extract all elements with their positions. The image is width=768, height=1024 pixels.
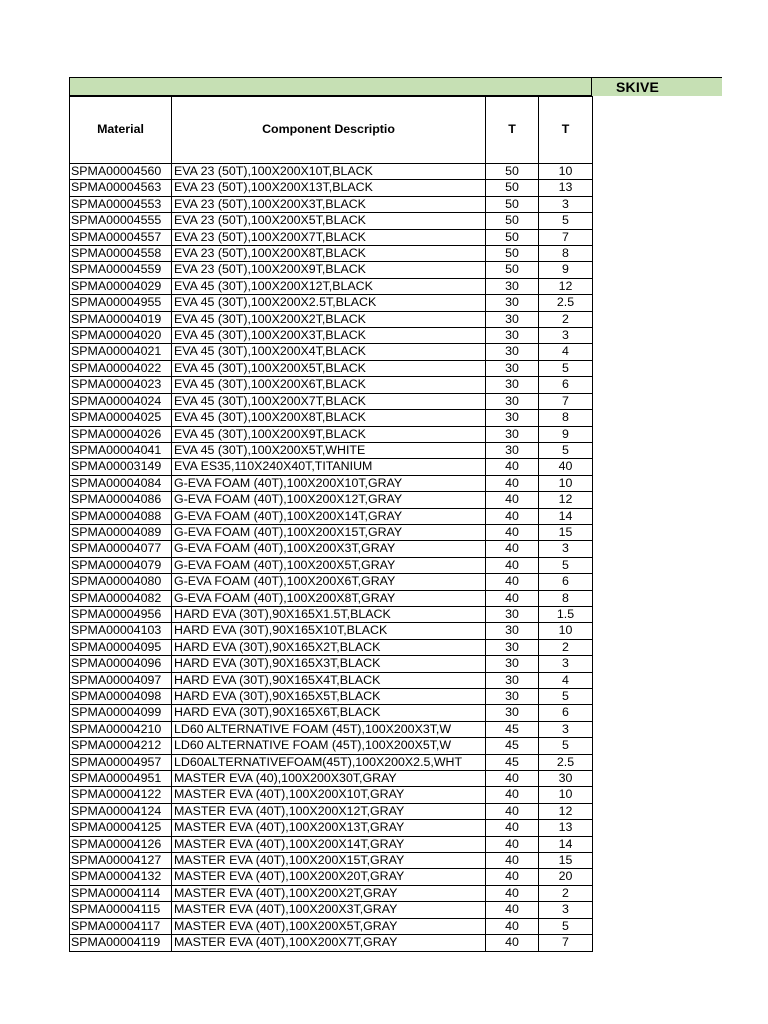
material-cell[interactable]: SPMA00003149 — [70, 459, 172, 475]
material-cell[interactable]: SPMA00004126 — [70, 836, 172, 852]
table-row — [70, 262, 593, 278]
table-row — [70, 492, 593, 508]
t1-cell[interactable]: 30 — [486, 442, 539, 458]
table-row — [70, 885, 593, 901]
t2-cell[interactable]: 10 — [539, 787, 593, 803]
description-cell[interactable]: HARD EVA (30T),90X165X3T,BLACK — [172, 656, 486, 672]
description-cell[interactable]: MASTER EVA (40T),100X200X7T,GRAY — [172, 935, 486, 951]
table-row — [70, 590, 593, 606]
description-cell[interactable]: G-EVA FOAM (40T),100X200X12T,GRAY — [172, 492, 486, 508]
description-cell[interactable]: G-EVA FOAM (40T),100X200X3T,GRAY — [172, 541, 486, 557]
description-cell[interactable]: G-EVA FOAM (40T),100X200X5T,GRAY — [172, 557, 486, 573]
t2-cell[interactable]: 14 — [539, 508, 593, 524]
section-header-band — [69, 77, 722, 96]
material-cell[interactable]: SPMA00004079 — [70, 557, 172, 573]
material-cell[interactable]: SPMA00004089 — [70, 524, 172, 540]
t2-cell[interactable]: 2 — [539, 639, 593, 655]
t1-cell[interactable]: 30 — [486, 656, 539, 672]
material-cell[interactable]: SPMA00004095 — [70, 639, 172, 655]
description-cell[interactable]: EVA 45 (30T),100X200X5T,WHITE — [172, 442, 486, 458]
material-cell[interactable]: SPMA00004955 — [70, 295, 172, 311]
t1-cell[interactable]: 50 — [486, 213, 539, 229]
t2-cell[interactable]: 5 — [539, 738, 593, 754]
table-row — [70, 393, 593, 409]
section-title: SKIVE — [616, 79, 660, 95]
t1-cell[interactable]: 30 — [486, 623, 539, 639]
table-row — [70, 754, 593, 770]
description-cell[interactable]: MASTER EVA (40T),100X200X20T,GRAY — [172, 869, 486, 885]
description-cell[interactable]: HARD EVA (30T),90X165X2T,BLACK — [172, 639, 486, 655]
t1-cell[interactable]: 40 — [486, 524, 539, 540]
table-row — [70, 656, 593, 672]
description-cell[interactable]: G-EVA FOAM (40T),100X200X6T,GRAY — [172, 574, 486, 590]
t1-cell[interactable]: 40 — [486, 935, 539, 951]
t1-cell[interactable]: 40 — [486, 820, 539, 836]
t1-cell[interactable]: 50 — [486, 262, 539, 278]
table-row — [70, 229, 593, 245]
t2-cell[interactable]: 30 — [539, 771, 593, 787]
t1-cell[interactable]: 40 — [486, 902, 539, 918]
t1-cell[interactable]: 30 — [486, 705, 539, 721]
description-cell[interactable]: G-EVA FOAM (40T),100X200X8T,GRAY — [172, 590, 486, 606]
t1-cell[interactable]: 30 — [486, 278, 539, 294]
t1-cell[interactable]: 50 — [486, 229, 539, 245]
t1-cell[interactable]: 40 — [486, 853, 539, 869]
description-cell[interactable]: MASTER EVA (40T),100X200X5T,GRAY — [172, 918, 486, 934]
t1-cell[interactable]: 30 — [486, 295, 539, 311]
material-cell[interactable]: SPMA00004099 — [70, 705, 172, 721]
description-cell[interactable]: MASTER EVA (40T),100X200X2T,GRAY — [172, 885, 486, 901]
material-cell[interactable]: SPMA00004022 — [70, 360, 172, 376]
description-cell[interactable]: EVA 45 (30T),100X200X9T,BLACK — [172, 426, 486, 442]
table-row — [70, 902, 593, 918]
material-cell[interactable]: SPMA00004125 — [70, 820, 172, 836]
t2-cell[interactable]: 15 — [539, 853, 593, 869]
table-row — [70, 410, 593, 426]
t1-cell[interactable]: 50 — [486, 196, 539, 212]
material-cell[interactable]: SPMA00004024 — [70, 393, 172, 409]
material-cell[interactable]: SPMA00004117 — [70, 918, 172, 934]
table-row — [70, 180, 593, 196]
material-cell[interactable]: SPMA00004025 — [70, 410, 172, 426]
description-cell[interactable]: G-EVA FOAM (40T),100X200X14T,GRAY — [172, 508, 486, 524]
column-header-t2[interactable]: T — [539, 97, 593, 164]
material-cell[interactable]: SPMA00004114 — [70, 885, 172, 901]
material-cell[interactable]: SPMA00004098 — [70, 689, 172, 705]
description-cell[interactable]: EVA ES35,110X240X40T,TITANIUM — [172, 459, 486, 475]
material-cell[interactable]: SPMA00004210 — [70, 721, 172, 737]
material-cell[interactable]: SPMA00004019 — [70, 311, 172, 327]
material-cell[interactable]: SPMA00004951 — [70, 771, 172, 787]
t1-cell[interactable]: 50 — [486, 246, 539, 262]
t2-cell[interactable]: 14 — [539, 836, 593, 852]
material-cell[interactable]: SPMA00004026 — [70, 426, 172, 442]
table-row — [70, 213, 593, 229]
material-cell[interactable]: SPMA00004077 — [70, 541, 172, 557]
table-row — [70, 820, 593, 836]
t2-cell[interactable]: 12 — [539, 803, 593, 819]
t2-cell[interactable]: 15 — [539, 524, 593, 540]
header-row — [70, 97, 593, 164]
t1-cell[interactable]: 30 — [486, 377, 539, 393]
t2-cell[interactable]: 6 — [539, 574, 593, 590]
table-row — [70, 918, 593, 934]
t1-cell[interactable]: 30 — [486, 426, 539, 442]
table-row — [70, 426, 593, 442]
t1-cell[interactable]: 40 — [486, 771, 539, 787]
material-cell[interactable]: SPMA00004115 — [70, 902, 172, 918]
t2-cell[interactable]: 1.5 — [539, 606, 593, 622]
material-cell[interactable]: SPMA00004023 — [70, 377, 172, 393]
t2-cell[interactable]: 5 — [539, 557, 593, 573]
t1-cell[interactable]: 30 — [486, 672, 539, 688]
materials-table — [69, 96, 593, 952]
material-cell[interactable]: SPMA00004103 — [70, 623, 172, 639]
description-cell[interactable]: MASTER EVA (40T),100X200X15T,GRAY — [172, 853, 486, 869]
material-cell[interactable]: SPMA00004558 — [70, 246, 172, 262]
t2-cell[interactable]: 12 — [539, 492, 593, 508]
description-cell[interactable]: EVA 23 (50T),100X200X13T,BLACK — [172, 180, 486, 196]
table-row — [70, 869, 593, 885]
table-row — [70, 475, 593, 491]
t1-cell[interactable]: 30 — [486, 639, 539, 655]
material-cell[interactable]: SPMA00004041 — [70, 442, 172, 458]
t1-cell[interactable]: 30 — [486, 360, 539, 376]
t2-cell[interactable]: 3 — [539, 656, 593, 672]
table-row — [70, 705, 593, 721]
description-cell[interactable]: MASTER EVA (40),100X200X30T,GRAY — [172, 771, 486, 787]
t1-cell[interactable]: 50 — [486, 180, 539, 196]
material-cell[interactable]: SPMA00004212 — [70, 738, 172, 754]
table-row — [70, 557, 593, 573]
table-row — [70, 836, 593, 852]
t2-cell[interactable]: 6 — [539, 377, 593, 393]
table-row — [70, 360, 593, 376]
t2-cell[interactable]: 8 — [539, 590, 593, 606]
t2-cell[interactable]: 4 — [539, 672, 593, 688]
material-cell[interactable]: SPMA00004555 — [70, 213, 172, 229]
t1-cell[interactable]: 45 — [486, 754, 539, 770]
table-row — [70, 377, 593, 393]
t2-cell[interactable]: 3 — [539, 196, 593, 212]
table-row — [70, 574, 593, 590]
description-cell[interactable]: MASTER EVA (40T),100X200X3T,GRAY — [172, 902, 486, 918]
description-cell[interactable]: MASTER EVA (40T),100X200X12T,GRAY — [172, 803, 486, 819]
t2-cell[interactable]: 5 — [539, 442, 593, 458]
description-cell[interactable]: MASTER EVA (40T),100X200X13T,GRAY — [172, 820, 486, 836]
material-cell[interactable]: SPMA00004029 — [70, 278, 172, 294]
description-cell[interactable]: HARD EVA (30T),90X165X5T,BLACK — [172, 689, 486, 705]
t1-cell[interactable]: 40 — [486, 574, 539, 590]
t2-cell[interactable]: 10 — [539, 164, 593, 180]
table-row — [70, 311, 593, 327]
description-cell[interactable]: EVA 45 (30T),100X200X4T,BLACK — [172, 344, 486, 360]
description-cell[interactable]: G-EVA FOAM (40T),100X200X15T,GRAY — [172, 524, 486, 540]
material-cell[interactable]: SPMA00004560 — [70, 164, 172, 180]
description-cell[interactable]: EVA 45 (30T),100X200X2T,BLACK — [172, 311, 486, 327]
material-cell[interactable]: SPMA00004956 — [70, 606, 172, 622]
t2-cell[interactable]: 12 — [539, 278, 593, 294]
t1-cell[interactable]: 40 — [486, 803, 539, 819]
t2-cell[interactable]: 3 — [539, 328, 593, 344]
material-cell[interactable]: SPMA00004082 — [70, 590, 172, 606]
t1-cell[interactable]: 30 — [486, 689, 539, 705]
table-row — [70, 738, 593, 754]
t2-cell[interactable]: 5 — [539, 918, 593, 934]
t2-cell[interactable]: 7 — [539, 229, 593, 245]
description-cell[interactable]: EVA 23 (50T),100X200X10T,BLACK — [172, 164, 486, 180]
material-cell[interactable]: SPMA00004127 — [70, 853, 172, 869]
column-header-t1[interactable]: T — [486, 97, 539, 164]
material-cell[interactable]: SPMA00004557 — [70, 229, 172, 245]
table-row — [70, 853, 593, 869]
t2-cell[interactable]: 5 — [539, 213, 593, 229]
t2-cell[interactable]: 10 — [539, 623, 593, 639]
t1-cell[interactable]: 30 — [486, 344, 539, 360]
t1-cell[interactable]: 50 — [486, 164, 539, 180]
material-cell[interactable]: SPMA00004080 — [70, 574, 172, 590]
t1-cell[interactable]: 45 — [486, 738, 539, 754]
description-cell[interactable]: LD60ALTERNATIVEFOAM(45T),100X200X2.5,WHT — [172, 754, 486, 770]
t2-cell[interactable]: 2 — [539, 885, 593, 901]
table-row — [70, 689, 593, 705]
t2-cell[interactable]: 3 — [539, 721, 593, 737]
table-row — [70, 278, 593, 294]
table-row — [70, 803, 593, 819]
description-cell[interactable]: LD60 ALTERNATIVE FOAM (45T),100X200X5T,W — [172, 738, 486, 754]
material-cell[interactable]: SPMA00004122 — [70, 787, 172, 803]
t1-cell[interactable]: 40 — [486, 836, 539, 852]
table-row — [70, 328, 593, 344]
description-cell[interactable]: G-EVA FOAM (40T),100X200X10T,GRAY — [172, 475, 486, 491]
description-cell[interactable]: MASTER EVA (40T),100X200X10T,GRAY — [172, 787, 486, 803]
description-cell[interactable]: EVA 23 (50T),100X200X3T,BLACK — [172, 196, 486, 212]
t2-cell[interactable]: 2.5 — [539, 295, 593, 311]
description-cell[interactable]: HARD EVA (30T),90X165X10T,BLACK — [172, 623, 486, 639]
t2-cell[interactable]: 20 — [539, 869, 593, 885]
column-header-material[interactable]: Material — [70, 97, 172, 164]
material-cell[interactable]: SPMA00004124 — [70, 803, 172, 819]
table-row — [70, 442, 593, 458]
t2-cell[interactable]: 5 — [539, 689, 593, 705]
table-row — [70, 935, 593, 951]
t2-cell[interactable]: 7 — [539, 935, 593, 951]
description-cell[interactable]: EVA 45 (30T),100X200X5T,BLACK — [172, 360, 486, 376]
table-row — [70, 639, 593, 655]
description-cell[interactable]: EVA 45 (30T),100X200X7T,BLACK — [172, 393, 486, 409]
table-row — [70, 295, 593, 311]
table-row — [70, 164, 593, 180]
table-row — [70, 246, 593, 262]
material-cell[interactable]: SPMA00004020 — [70, 328, 172, 344]
t1-cell[interactable]: 40 — [486, 918, 539, 934]
t2-cell[interactable]: 13 — [539, 180, 593, 196]
description-cell[interactable]: EVA 23 (50T),100X200X8T,BLACK — [172, 246, 486, 262]
t2-cell[interactable]: 40 — [539, 459, 593, 475]
material-cell[interactable]: SPMA00004119 — [70, 935, 172, 951]
table-row — [70, 771, 593, 787]
material-cell[interactable]: SPMA00004559 — [70, 262, 172, 278]
description-cell[interactable]: LD60 ALTERNATIVE FOAM (45T),100X200X3T,W — [172, 721, 486, 737]
t1-cell[interactable]: 40 — [486, 459, 539, 475]
t1-cell[interactable]: 40 — [486, 869, 539, 885]
section-header-cell[interactable] — [69, 77, 592, 96]
description-cell[interactable]: EVA 45 (30T),100X200X8T,BLACK — [172, 410, 486, 426]
t1-cell[interactable]: 40 — [486, 508, 539, 524]
table-row — [70, 196, 593, 212]
t2-cell[interactable]: 3 — [539, 902, 593, 918]
material-cell[interactable]: SPMA00004088 — [70, 508, 172, 524]
description-cell[interactable]: EVA 45 (30T),100X200X12T,BLACK — [172, 278, 486, 294]
material-cell[interactable]: SPMA00004084 — [70, 475, 172, 491]
t2-cell[interactable]: 2.5 — [539, 754, 593, 770]
material-cell[interactable]: SPMA00004553 — [70, 196, 172, 212]
description-cell[interactable]: EVA 23 (50T),100X200X7T,BLACK — [172, 229, 486, 245]
t2-cell[interactable]: 3 — [539, 541, 593, 557]
t1-cell[interactable]: 40 — [486, 557, 539, 573]
t1-cell[interactable]: 45 — [486, 721, 539, 737]
table-row — [70, 672, 593, 688]
t2-cell[interactable]: 7 — [539, 393, 593, 409]
table-row — [70, 787, 593, 803]
t1-cell[interactable]: 30 — [486, 328, 539, 344]
t2-cell[interactable]: 8 — [539, 410, 593, 426]
t1-cell[interactable]: 40 — [486, 541, 539, 557]
table-body — [70, 164, 593, 952]
t2-cell[interactable]: 6 — [539, 705, 593, 721]
description-cell[interactable]: EVA 45 (30T),100X200X6T,BLACK — [172, 377, 486, 393]
t1-cell[interactable]: 40 — [486, 885, 539, 901]
description-cell[interactable]: HARD EVA (30T),90X165X1.5T,BLACK — [172, 606, 486, 622]
material-cell[interactable]: SPMA00004563 — [70, 180, 172, 196]
description-cell[interactable]: HARD EVA (30T),90X165X6T,BLACK — [172, 705, 486, 721]
t1-cell[interactable]: 40 — [486, 475, 539, 491]
material-cell[interactable]: SPMA00004096 — [70, 656, 172, 672]
table-row — [70, 524, 593, 540]
description-cell[interactable]: EVA 45 (30T),100X200X3T,BLACK — [172, 328, 486, 344]
material-cell[interactable]: SPMA00004132 — [70, 869, 172, 885]
t2-cell[interactable]: 13 — [539, 820, 593, 836]
description-cell[interactable]: EVA 23 (50T),100X200X9T,BLACK — [172, 262, 486, 278]
description-cell[interactable]: EVA 45 (30T),100X200X2.5T,BLACK — [172, 295, 486, 311]
table-row — [70, 541, 593, 557]
t1-cell[interactable]: 40 — [486, 590, 539, 606]
table-row — [70, 721, 593, 737]
t2-cell[interactable]: 9 — [539, 262, 593, 278]
t2-cell[interactable]: 8 — [539, 246, 593, 262]
material-cell[interactable]: SPMA00004097 — [70, 672, 172, 688]
column-header-description[interactable]: Component Descriptio — [172, 97, 486, 164]
t2-cell[interactable]: 10 — [539, 475, 593, 491]
description-cell[interactable]: MASTER EVA (40T),100X200X14T,GRAY — [172, 836, 486, 852]
t1-cell[interactable]: 30 — [486, 311, 539, 327]
t1-cell[interactable]: 40 — [486, 787, 539, 803]
table-row — [70, 606, 593, 622]
description-cell[interactable]: HARD EVA (30T),90X165X4T,BLACK — [172, 672, 486, 688]
t1-cell[interactable]: 30 — [486, 410, 539, 426]
t1-cell[interactable]: 30 — [486, 393, 539, 409]
material-cell[interactable]: SPMA00004957 — [70, 754, 172, 770]
t1-cell[interactable]: 40 — [486, 492, 539, 508]
t2-cell[interactable]: 5 — [539, 360, 593, 376]
table-row — [70, 508, 593, 524]
material-cell[interactable]: SPMA00004086 — [70, 492, 172, 508]
t2-cell[interactable]: 2 — [539, 311, 593, 327]
table-row — [70, 623, 593, 639]
t2-cell[interactable]: 9 — [539, 426, 593, 442]
description-cell[interactable]: EVA 23 (50T),100X200X5T,BLACK — [172, 213, 486, 229]
table-row — [70, 344, 593, 360]
table-row — [70, 459, 593, 475]
material-cell[interactable]: SPMA00004021 — [70, 344, 172, 360]
t1-cell[interactable]: 30 — [486, 606, 539, 622]
t2-cell[interactable]: 4 — [539, 344, 593, 360]
